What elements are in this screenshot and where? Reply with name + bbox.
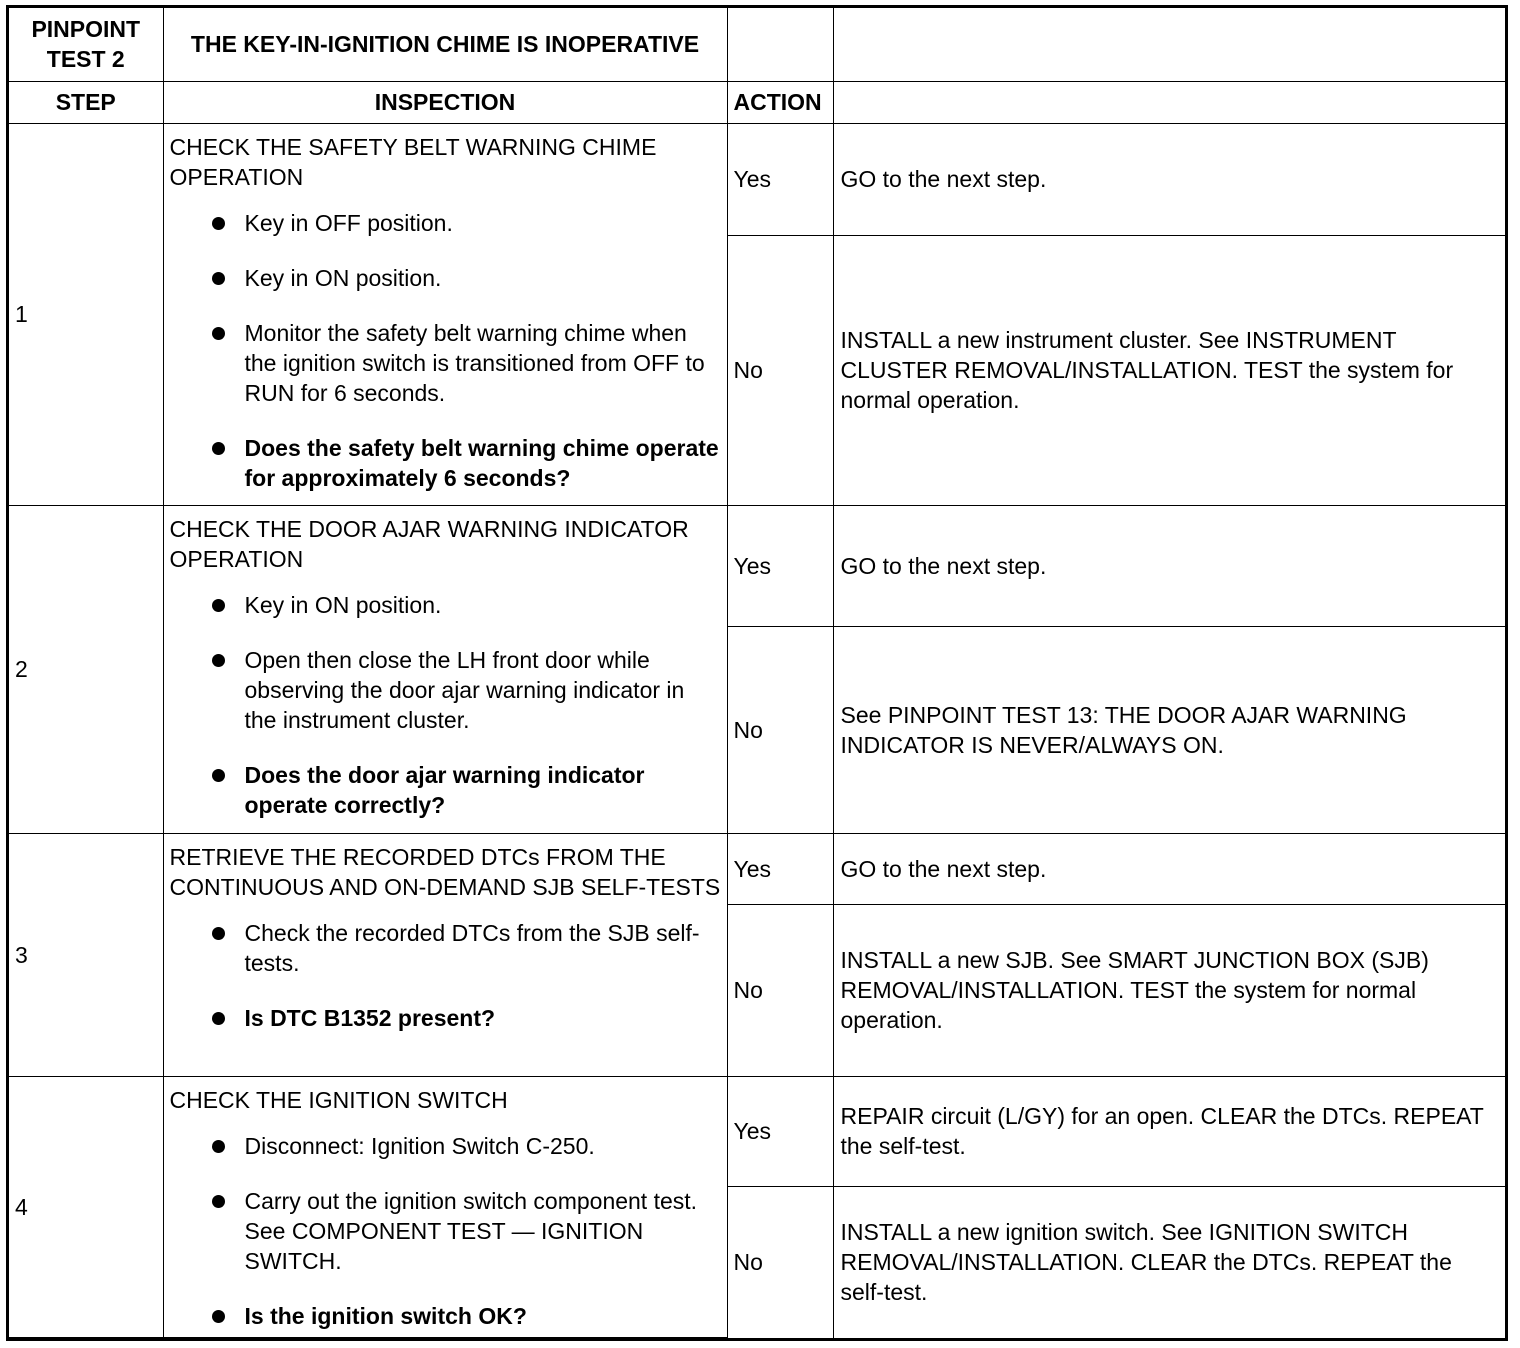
inspection-cell — [163, 833, 727, 1076]
inspection-question: Does the door ajar warning indicator operate correctly? — [170, 760, 721, 820]
answer-no: No — [727, 1186, 833, 1338]
inspection-cell — [163, 505, 727, 833]
step-number: 2 — [9, 505, 163, 833]
inspection-title: CHECK THE SAFETY BELT WARNING CHIME OPERATION — [169, 133, 657, 190]
column-header-inspection: INSPECTION — [163, 81, 727, 123]
answer-yes: Yes — [727, 833, 833, 904]
yes-action: GO to the next step. — [833, 833, 1505, 904]
pinpoint-test-table-frame — [6, 5, 1508, 1341]
no-action: See PINPOINT TEST 13: THE DOOR AJAR WARNING INDICATOR IS NEVER/ALWAYS ON. — [833, 626, 1505, 833]
answer-yes: Yes — [727, 1076, 833, 1186]
answer-yes: Yes — [727, 505, 833, 626]
inspection-list — [170, 918, 721, 1033]
step-number: 1 — [9, 123, 163, 505]
table-row — [9, 505, 1505, 626]
yes-action: GO to the next step. — [833, 123, 1505, 235]
column-header-step: STEP — [9, 81, 163, 123]
bullet-item: Check the recorded DTCs from the SJB self-tests. — [170, 918, 721, 978]
inspection-title: CHECK THE IGNITION SWITCH — [169, 1086, 508, 1113]
bullet-item: Disconnect: Ignition Switch C-250. — [170, 1131, 721, 1161]
inspection-list — [170, 208, 721, 493]
inspection-question: Does the safety belt warning chime operate for approximately 6 seconds? — [170, 433, 721, 493]
test-title: THE KEY-IN-IGNITION CHIME IS INOPERATIVE — [163, 8, 727, 81]
bullet-item: Carry out the ignition switch component test. See COMPONENT TEST — IGNITION SWITCH. — [170, 1186, 721, 1276]
yes-action: REPAIR circuit (L/GY) for an open. CLEAR the DTCs. REPEAT the self-test. — [833, 1076, 1505, 1186]
no-action: INSTALL a new instrument cluster. See INSTRUMENT CLUSTER REMOVAL/INSTALLATION. TEST the system for normal operation. — [833, 235, 1505, 505]
empty-header-cell — [727, 8, 833, 81]
inspection-question: Is the ignition switch OK? — [170, 1301, 721, 1331]
empty-header-cell — [833, 81, 1505, 123]
step-number: 4 — [9, 1076, 163, 1338]
answer-no: No — [727, 235, 833, 505]
bullet-item: Key in OFF position. — [170, 208, 721, 238]
column-header-row — [9, 81, 1505, 123]
inspection-list — [170, 590, 721, 820]
table-row — [9, 833, 1505, 904]
title-row — [9, 8, 1505, 81]
bullet-item: Monitor the safety belt warning chime when the ignition switch is transitioned from OFF to RUN for 6 seconds. — [170, 318, 721, 408]
answer-no: No — [727, 904, 833, 1076]
bullet-item: Key in ON position. — [170, 263, 721, 293]
inspection-cell — [163, 123, 727, 505]
inspection-title: RETRIEVE THE RECORDED DTCs FROM THE CONTINUOUS AND ON-DEMAND SJB SELF-TESTS — [169, 843, 721, 900]
column-header-action: ACTION — [727, 81, 833, 123]
step-number: 3 — [9, 833, 163, 1076]
bullet-item: Open then close the LH front door while observing the door ajar warning indicator in the instrument cluster. — [170, 645, 721, 735]
bullet-item: Key in ON position. — [170, 590, 721, 620]
empty-header-cell — [833, 8, 1505, 81]
pinpoint-label: PINPOINT TEST 2 — [9, 8, 163, 81]
inspection-list — [170, 1131, 721, 1331]
yes-action: GO to the next step. — [833, 505, 1505, 626]
table-row — [9, 123, 1505, 235]
answer-no: No — [727, 626, 833, 833]
pinpoint-test-table — [9, 8, 1505, 1338]
inspection-cell — [163, 1076, 727, 1338]
no-action: INSTALL a new ignition switch. See IGNITION SWITCH REMOVAL/INSTALLATION. CLEAR the DTCs. REPEAT the self-test. — [833, 1186, 1505, 1338]
inspection-question: Is DTC B1352 present? — [170, 1003, 721, 1033]
answer-yes: Yes — [727, 123, 833, 235]
table-row — [9, 1076, 1505, 1186]
inspection-title: CHECK THE DOOR AJAR WARNING INDICATOR OPERATION — [169, 515, 689, 572]
no-action: INSTALL a new SJB. See SMART JUNCTION BOX (SJB) REMOVAL/INSTALLATION. TEST the system for normal operation. — [833, 904, 1505, 1076]
